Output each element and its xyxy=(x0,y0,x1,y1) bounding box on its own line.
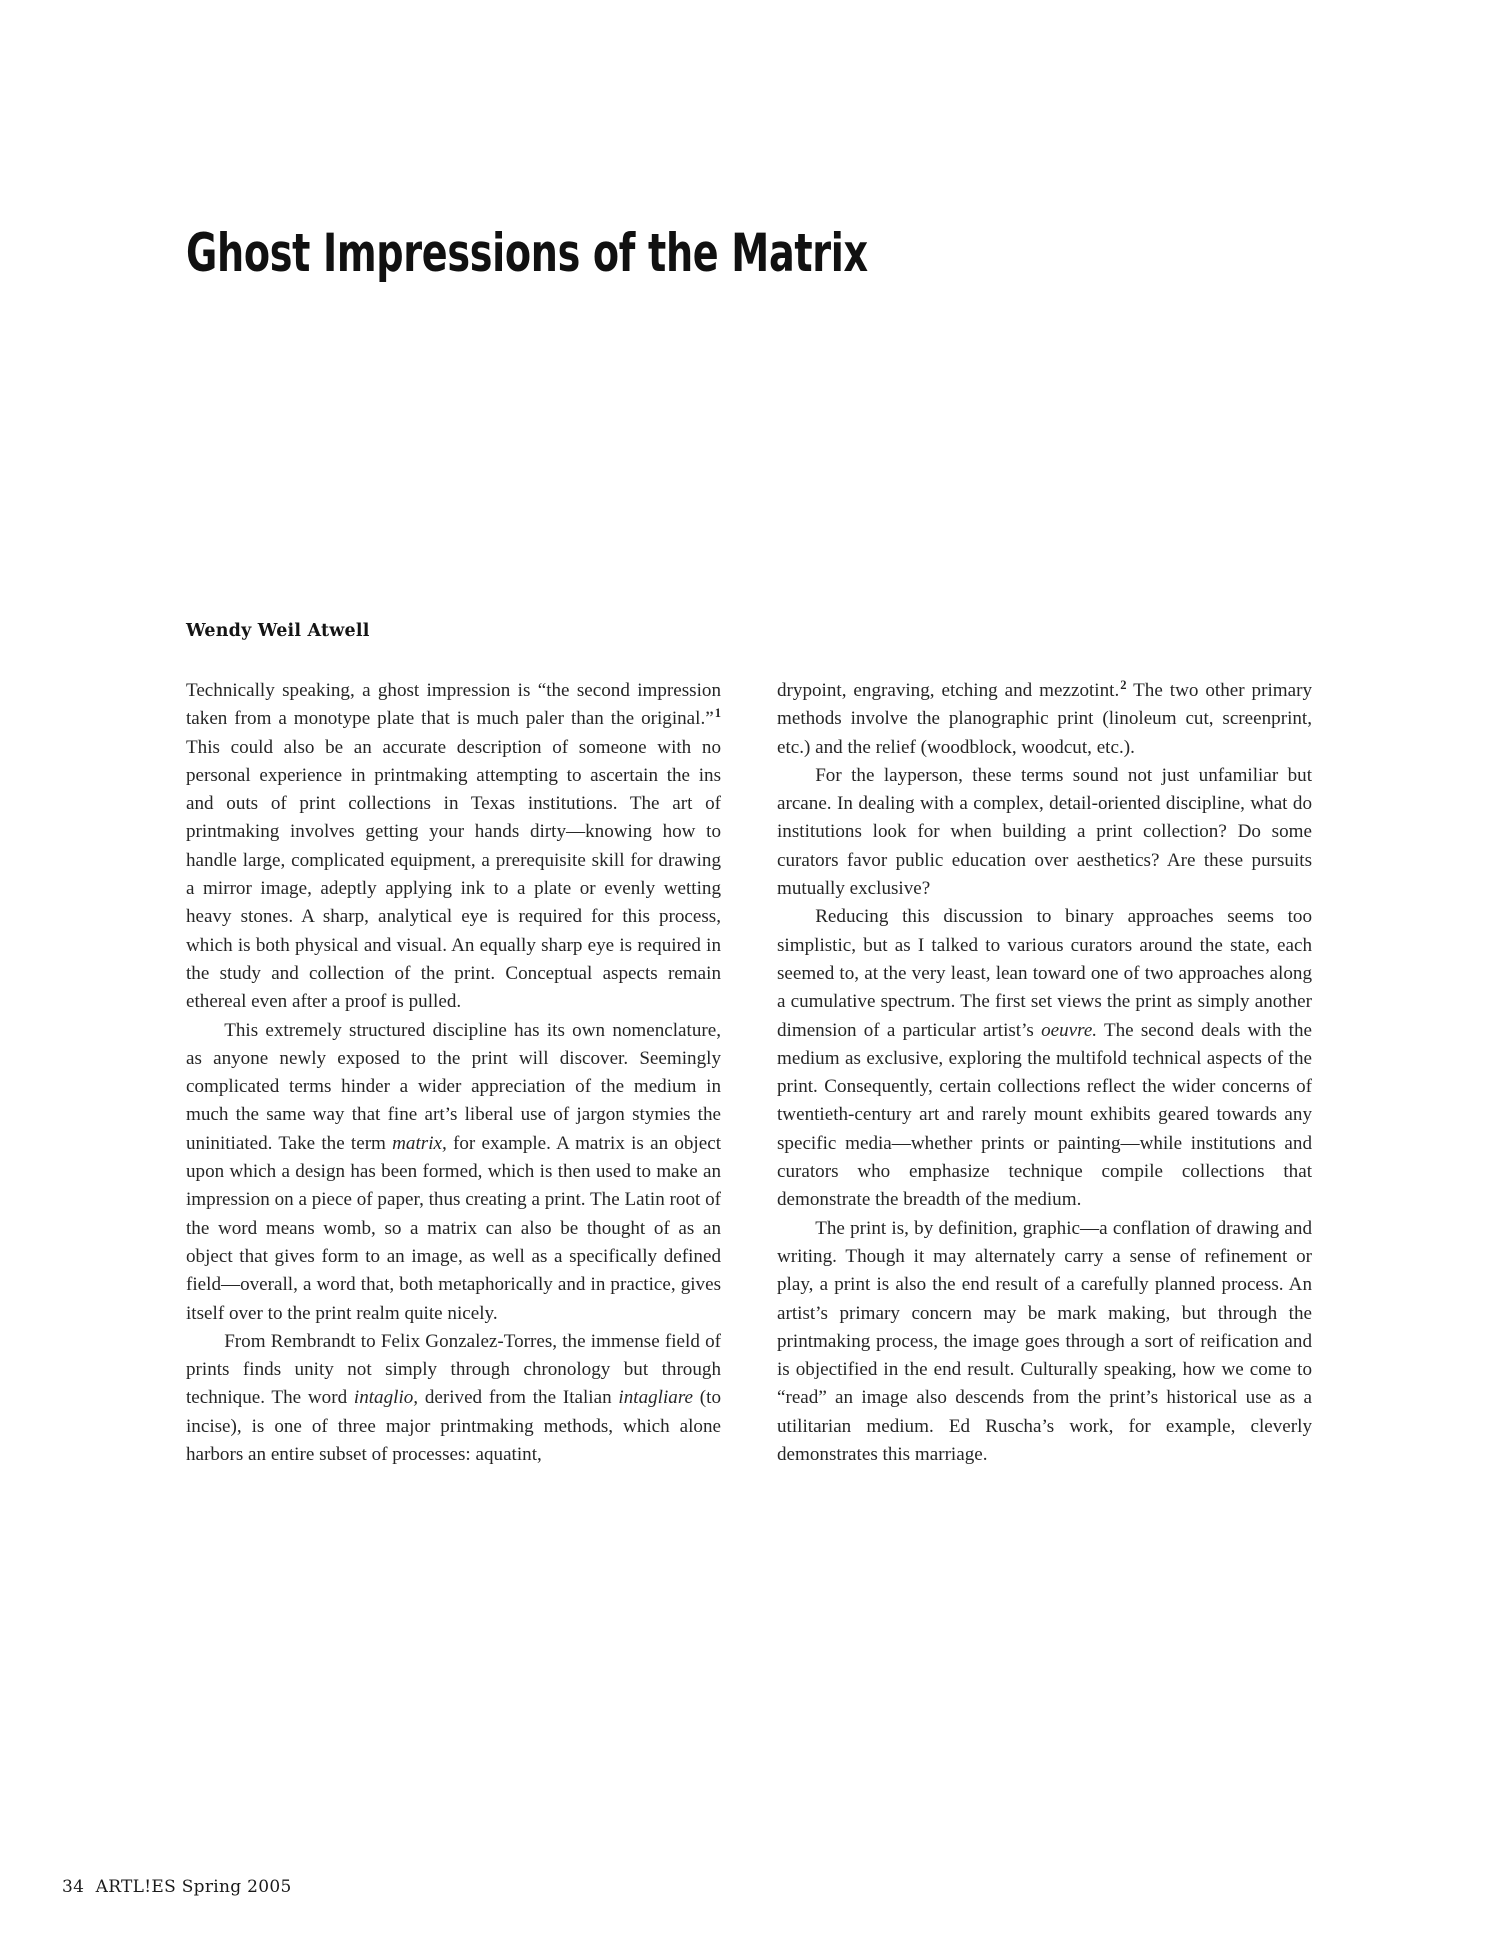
author-byline: Wendy Weil Atwell xyxy=(186,621,370,641)
paragraph-text: drypoint, engraving, etching and mezzotint. xyxy=(777,680,1120,701)
paragraph-text: for example. A matrix is an object upon which a design has been formed, which is then used to make an impression on a piece of paper, thus creating a print. The Latin root of the word means womb, so a matrix can also be thought of as an object that gives form to an image, as well as a specifically defined field—overall, a word that, both metaphorically and in practice, gives itself over to the print realm quite nicely. xyxy=(186,1132,721,1324)
paragraph-text: This extremely structured discipline has its own nomenclature, as anyone newly exposed to the print will discover. Seemingly complicated terms hinder a wider appreciation of the medium in much the same way that fine art’s liberal use of jargon stymies the uninitiated. Take the term xyxy=(186,1019,721,1154)
paragraph xyxy=(186,1328,721,1469)
footnote-marker-2[interactable]: 2 xyxy=(1120,677,1127,692)
paragraph: For the layperson, these terms sound not just unfamiliar but arcane. In dealing with a complex, detail-oriented discipline, what do institutions look for when building a print collection? Do some curators favor public education over aesthetics? Are these pursuits mutually exclusive? xyxy=(777,764,1312,900)
paragraph-text: The second deals with the medium as exclusive, exploring the multifold technical aspects of the print. Consequently, certain collections reflect the wider concerns of twentieth-century art and rarely mount exhibits geared towards any specific media—whether prints or painting—while institutions and curators who emphasize technique compile collections that demonstrate the breadth of the medium. xyxy=(777,1019,1312,1211)
paragraph-text: (to incise), is one of three major printmaking methods, which alone harbors an entire subset of processes: aquatint, xyxy=(186,1387,721,1466)
paragraph-text: Reducing this discussion to binary approaches seems too simplistic, but as I talked to various curators around the state, each seemed to, at the very least, lean toward one of two approaches along a cumulative spectrum. The first set views the print as simply another dimension of a particular artist’s xyxy=(777,906,1312,1041)
paragraph-text: Technically speaking, a ghost impression is “the second impression taken from a monotype plate that is much paler than the original.” xyxy=(186,680,721,730)
paragraph xyxy=(186,677,721,1017)
article-body xyxy=(186,677,1312,1469)
italic-term-matrix: matrix, xyxy=(392,1132,447,1154)
paragraph: The print is, by definition, graphic—a conflation of drawing and writing. Though it may alternately carry a sense of refinement or play, a print is also the end result of a carefully planned process. An artist’s primary concern may be mark making, but through the printmaking process, the image goes through a sort of reification and is objectified in the end result. Culturally speaking, how we come to “read” an image also descends from the print’s historical use as a utilitarian medium. Ed Ruscha’s work, for example, cleverly demonstrates this marriage. xyxy=(777,1217,1312,1466)
right-column xyxy=(777,677,1312,1469)
italic-term-intagliare: intagliare xyxy=(618,1387,694,1409)
italic-term-intaglio: intaglio, xyxy=(353,1387,419,1409)
page-title: Ghost Impressions of the Matrix xyxy=(186,222,868,284)
paragraph-text: The two other primary methods involve the planographic print (linoleum cut, screenprint, etc.) and the relief (woodblock, woodcut, etc.). xyxy=(777,680,1312,758)
paragraph-text: From Rembrandt to Felix Gonzalez-Torres, the immense field of prints finds unity not simply through chronology but through technique. The word xyxy=(186,1330,721,1409)
footnote-marker-1[interactable]: 1 xyxy=(714,705,721,720)
page-footer: 34 ARTL!ES Spring 2005 xyxy=(62,1877,292,1897)
paragraph xyxy=(777,903,1312,1214)
paragraph xyxy=(186,1017,721,1328)
italic-term-oeuvre: oeuvre. xyxy=(1041,1019,1098,1041)
paragraph-text: derived from the Italian xyxy=(418,1387,619,1409)
left-column xyxy=(186,677,721,1469)
paragraph xyxy=(777,677,1312,762)
paragraph-text: This could also be an accurate description of someone with no personal experience in printmaking attempting to ascertain the ins and outs of print collections in Texas institutions. The art of printmaking involves getting your hands dirty—knowing how to handle large, complicated equipment, a prerequisite skill for drawing a mirror image, adeptly applying ink to a plate or evenly wetting heavy stones. A sharp, analytical eye is required for this process, which is both physical and visual. An equally sharp eye is required in the study and collection of the print. Conceptual aspects remain ethereal even after a proof is pulled. xyxy=(186,736,721,1013)
